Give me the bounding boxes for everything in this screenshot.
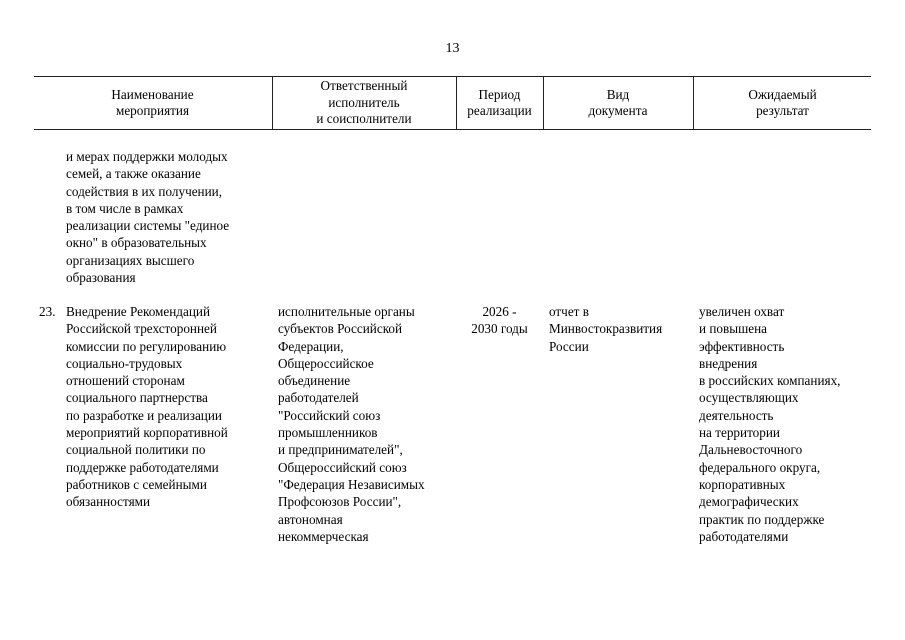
header-period: Период реализации <box>467 86 532 118</box>
row-result-cell: увеличен охват и повышена эффективность внедрения в российских компаниях, осуществляющих деятельность на территории Дальневосточного федерального округа, корпоративных демографических практик по поддержке работодателями <box>699 304 841 544</box>
header-executor: Ответственный исполнитель и соисполнители <box>316 78 412 127</box>
continuation-name-cell: и мерах поддержки молодых семей, а также оказание содействия в их получении, в том числе в рамках реализации системы "единое окно" в образовательных организациях высшего образования <box>66 149 230 286</box>
row-number: 23. <box>39 304 56 319</box>
row-name-cell: Внедрение Рекомендаций Российской трехсторонней комиссии по регулированию социально-трудовых отношений сторонам социального партнерства по разработке и реализации мероприятий корпоративной социальной политики по поддержке работодателями работников с семейными обязанностями <box>66 304 228 510</box>
row-document-cell: отчет в Минвостокразвития России <box>549 304 663 354</box>
row-executor-cell: исполнительные органы субъектов Российской Федерации, Общероссийское объединение работодателей "Российский союз промышленников и предпринимателей", Общероссийский союз "Федерация Независимых Профсоюзов России", автономная некоммерческая <box>278 304 425 544</box>
header-result: Ожидаемый результат <box>748 86 817 118</box>
header-name: Наименование мероприятия <box>111 86 194 118</box>
header-document: Вид документа <box>588 86 648 118</box>
table-header-bottom-rule <box>34 129 871 130</box>
row-period-cell: 2026 - 2030 годы <box>471 304 528 337</box>
page-number: 13 <box>445 41 460 56</box>
